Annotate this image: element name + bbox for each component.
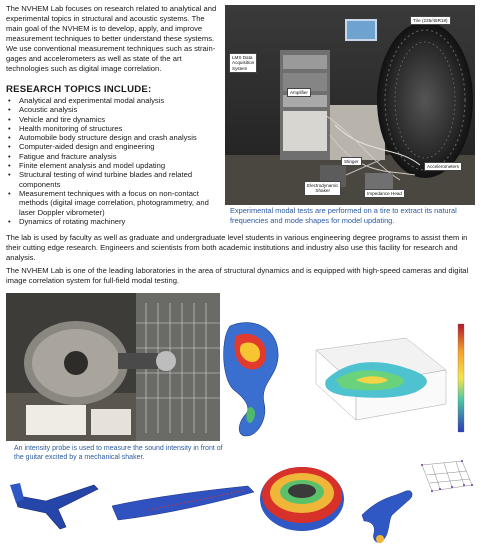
- list-item: • Structural testing of wind turbine blades and related components: [6, 170, 221, 189]
- guitar-photo-caption: An intensity probe is used to measure the sound intensity in front of the guitar excited by a mechanical shaker.: [14, 445, 223, 461]
- tire-label: Tire (225/45R18): [410, 16, 451, 25]
- fe-wind-turbine-blade: [108, 480, 258, 526]
- guitar-setup-illustration: [6, 293, 220, 441]
- shaker-label: Electrodynamic Shaker: [304, 181, 341, 196]
- fe-3d-surface-plot: [296, 320, 476, 440]
- accelerometers-label: Accelerometers: [424, 162, 462, 171]
- lab-usage-paragraph: The lab is used by faculty as well as graduate and undergraduate level students in various engineering degree programs to assist them in their cutting edge research. Engineers and scientists from both academic institutions and industry also use this facility for research and analysis.: [6, 233, 468, 262]
- list-item: • Finite element analysis and model updating: [6, 161, 221, 170]
- list-item: • Analytical and experimental modal analysis: [6, 96, 221, 105]
- guitar-intensity-photo: [6, 293, 220, 441]
- intro-paragraph: The NVHEM Lab focuses on research related to analytical and experimental topics in structural and acoustic systems. The main goal of the NVHEM is to develop, apply, and improve measurement techniques to better understand these systems. We use conventional measurement techniques such as strain-gages and accelerometers as well as state of the art technologies such as digital image correlation.: [6, 4, 217, 73]
- research-topics-list: [6, 96, 221, 226]
- fe-tire-mode-shape: [255, 455, 350, 540]
- tire-test-illustration: [225, 5, 475, 205]
- amplifier-label: Amplifier: [287, 88, 311, 97]
- list-item: • Automobile body structure design and crash analysis: [6, 133, 221, 142]
- research-topics-heading: RESEARCH TOPICS INCLUDE:: [6, 84, 152, 95]
- stinger-label: Stinger: [341, 157, 362, 166]
- list-item: • Vehicle and tire dynamics: [6, 115, 221, 124]
- list-item: • Acoustic analysis: [6, 105, 221, 114]
- fe-guitar-mode-shape: [218, 318, 288, 443]
- tire-test-photo: [225, 5, 475, 205]
- list-item: • Computer-aided design and engineering: [6, 142, 221, 151]
- list-item: • Fatigue and fracture analysis: [6, 152, 221, 161]
- impedance-head-label: Impedance Head: [364, 189, 405, 198]
- list-item: • Measurement techniques with a focus on non-contact methods (digital image correlation, photogrammetry, and laser Doppler vibrometer): [6, 189, 221, 217]
- list-item: • Health monitoring of structures: [6, 124, 221, 133]
- lms-label: LMS Data Acquisition System: [229, 53, 257, 73]
- fe-bracket-and-measurement-grid: [352, 455, 477, 550]
- tire-photo-caption: Experimental modal tests are performed on a tire to extract its natural frequencies and mode shapes for model updating.: [230, 206, 457, 225]
- list-item: • Dynamics of rotating machinery: [6, 217, 221, 226]
- lab-equipment-paragraph: The NVHEM Lab is one of the leading laboratories in the area of structural dynamics and is equipped with high-speed cameras and digital image correlation system for full-field modal testing.: [6, 266, 469, 285]
- fe-airplane-model: [6, 465, 106, 535]
